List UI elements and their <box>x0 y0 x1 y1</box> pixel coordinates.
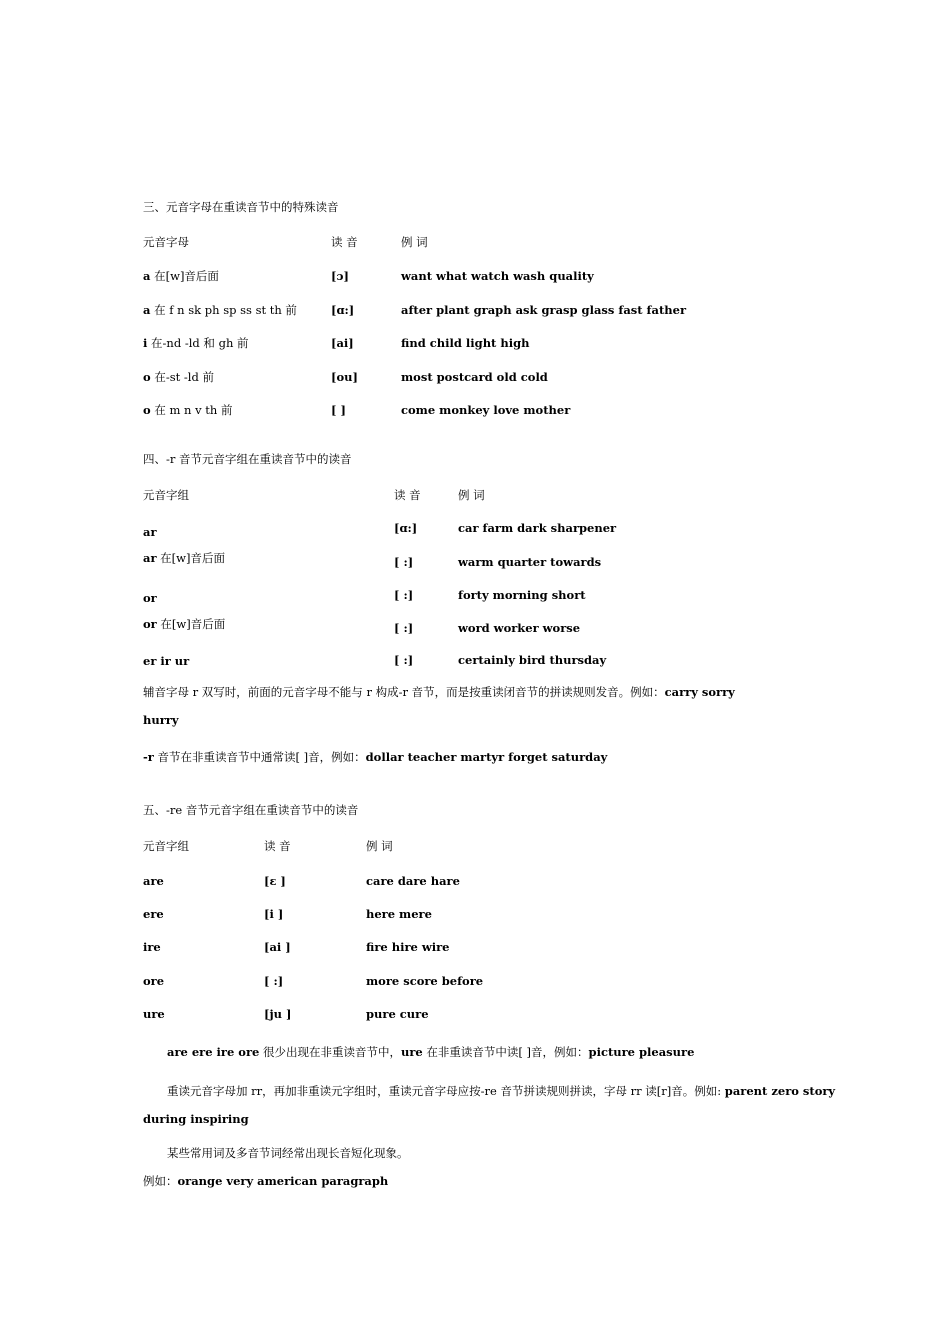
s4-header-sound: 读 音 <box>394 488 421 502</box>
s4-row-4-sound: [ :] <box>394 621 414 635</box>
s5-row-5-sound: [ju ] <box>264 1007 292 1021</box>
s5-header-group: 元音字组 <box>143 839 189 853</box>
s4-row-2-example: warm quarter towards <box>458 555 602 569</box>
s5-note-shortening: 某些常用词及多音节词经常出现长音短化现象。 <box>167 1146 409 1160</box>
s3-row-4-letter: o 在-st -ld 前 <box>143 370 214 384</box>
s5-row-4-group: ore <box>143 974 165 988</box>
s3-row-2-example: after plant graph ask grasp glass fast father <box>401 303 687 317</box>
s5-note-double-rr: 重读元音字母加 rr，再加非重读元字组时，重读元音字母应按-re 音节拼读规则拼读，字母 rr 读[r]音。例如: parent zero story <box>167 1084 836 1098</box>
s5-row-2-sound: [i ] <box>264 907 284 921</box>
s5-header-sound: 读 音 <box>264 839 291 853</box>
section-3-title: 三、元音字母在重读音节中的特殊读音 <box>143 200 339 214</box>
s4-row-2-sound: [ :] <box>394 555 414 569</box>
s5-row-5-group: ure <box>143 1007 165 1021</box>
s3-header-sound: 读 音 <box>331 235 358 249</box>
s3-row-1-example: want what watch wash quality <box>401 269 594 283</box>
s4-row-5-group: er ir ur <box>143 654 190 668</box>
section-4-title: 四、-r 音节元音字组在重读音节中的读音 <box>143 452 352 466</box>
section-5-title: 五、-re 音节元音字组在重读音节中的读音 <box>143 803 359 817</box>
s5-row-3-example: fire hire wire <box>366 940 450 954</box>
s5-note-unstressed: are ere ire ore 很少出现在非重读音节中，ure 在非重读音节中读[ ]音，例如：picture pleasure <box>167 1045 695 1059</box>
s4-header-example: 例 词 <box>458 488 485 502</box>
s4-row-3-group: or <box>143 591 157 605</box>
s4-header-group: 元音字组 <box>143 488 189 502</box>
s3-row-3-sound: [ai] <box>331 336 354 350</box>
s5-row-1-example: care dare hare <box>366 874 460 888</box>
s3-row-5-letter: o 在 m n v th 前 <box>143 403 233 417</box>
s5-row-2-example: here mere <box>366 907 432 921</box>
s5-row-4-sound: [ :] <box>264 974 284 988</box>
s4-row-3-example: forty morning short <box>458 588 586 602</box>
s4-row-1-example: car farm dark sharpener <box>458 521 617 535</box>
s3-row-2-sound: [ɑ:] <box>331 303 355 317</box>
s3-row-3-letter: i 在-nd -ld 和 gh 前 <box>143 336 249 350</box>
s5-row-3-sound: [ai ] <box>264 940 291 954</box>
s4-row-4-group: or 在[w]音后面 <box>143 617 226 631</box>
s5-row-5-example: pure cure <box>366 1007 429 1021</box>
s4-row-5-example: certainly bird thursday <box>458 653 607 667</box>
s4-note-unstressed: -r 音节在非重读音节中通常读[ ]音，例如：dollar teacher martyr forget saturday <box>143 750 608 764</box>
s3-row-1-letter: a 在[w]音后面 <box>143 269 219 283</box>
s4-row-3-sound: [ :] <box>394 588 414 602</box>
s3-row-2-letter: a 在 f n sk ph sp ss st th 前 <box>143 303 297 317</box>
s5-row-1-sound: [ɛ ] <box>264 874 286 888</box>
s5-row-2-group: ere <box>143 907 164 921</box>
s5-note-double-rr-cont: during inspiring <box>143 1112 249 1126</box>
s3-row-4-example: most postcard old cold <box>401 370 548 384</box>
s4-row-5-sound: [ :] <box>394 653 414 667</box>
s5-row-3-group: ire <box>143 940 161 954</box>
s3-row-5-sound: [ ] <box>331 403 346 417</box>
s5-row-4-example: more score before <box>366 974 484 988</box>
s3-row-3-example: find child light high <box>401 336 530 350</box>
s3-header-letter: 元音字母 <box>143 235 189 249</box>
s4-note-double-r-cont: hurry <box>143 713 179 727</box>
s4-row-4-example: word worker worse <box>458 621 581 635</box>
s4-row-1-sound: [ɑ:] <box>394 521 418 535</box>
s5-header-example: 例 词 <box>366 839 393 853</box>
s4-row-1-group: ar <box>143 525 157 539</box>
s5-note-example: 例如：orange very american paragraph <box>143 1174 389 1188</box>
s4-note-double-r: 辅音字母 r 双写时，前面的元音字母不能与 r 构成-r 音节，而是按重读闭音节的拼读规则发音。例如：carry sorry <box>143 685 735 699</box>
s3-row-5-example: come monkey love mother <box>401 403 571 417</box>
s3-header-example: 例 词 <box>401 235 428 249</box>
s4-row-2-group: ar 在[w]音后面 <box>143 551 225 565</box>
s3-row-1-sound: [ɔ] <box>331 269 349 283</box>
s3-row-4-sound: [ou] <box>331 370 358 384</box>
s5-row-1-group: are <box>143 874 164 888</box>
